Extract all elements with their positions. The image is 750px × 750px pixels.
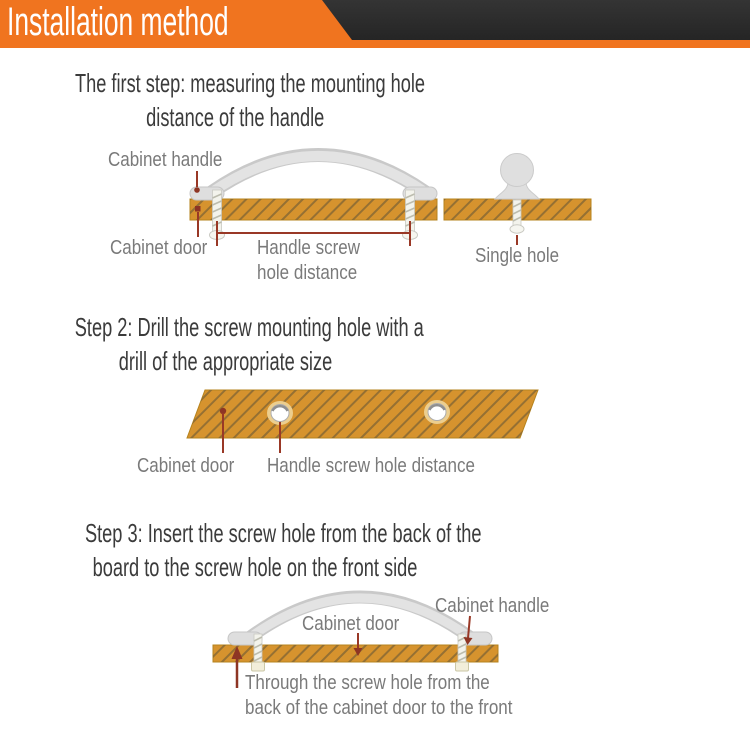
step2-label-screw-distance: Handle screw hole distance <box>267 455 475 477</box>
step1-label-cabinet-handle: Cabinet handle <box>108 149 223 171</box>
step1-diagram <box>190 154 591 247</box>
step3-title-line2: board to the screw hole on the front side <box>92 552 418 582</box>
cabinet-handle-pointer <box>194 171 200 193</box>
step1-label-screw-distance-line1: Handle screw <box>257 237 360 259</box>
step2-title-line1: Step 2: Drill the screw mounting hole with a <box>74 312 424 342</box>
step2-label-cabinet-door: Cabinet door <box>137 455 235 477</box>
step3-title-line1: Step 3: Insert the screw hole from the back of the <box>84 518 482 548</box>
step3-title <box>0 516 510 584</box>
page-title: Installation method <box>7 0 229 44</box>
step2-title-line2: drill of the appropriate size <box>118 346 332 376</box>
step1-label-cabinet-door: Cabinet door <box>110 237 208 259</box>
step1-label-single-hole: Single hole <box>475 245 560 267</box>
step1-handle-icon <box>190 155 437 200</box>
step3-label-cabinet-handle: Cabinet handle <box>435 595 550 617</box>
step3-label-through-line1: Through the screw hole from the <box>245 672 490 694</box>
step2-diagram <box>187 390 538 453</box>
step1-title-line1: The first step: measuring the mounting hole <box>75 68 426 98</box>
step1-knob-icon <box>495 154 539 200</box>
step1-label-screw-distance-line2: hole distance <box>257 262 358 284</box>
step3-label-cabinet-door: Cabinet door <box>302 613 400 635</box>
step1-cabinet-door-board <box>190 199 591 220</box>
step2-cabinet-door-board <box>187 390 538 438</box>
drilled-hole <box>424 400 450 424</box>
step3-label-through-line2: back of the cabinet door to the front <box>245 697 513 719</box>
step1-title <box>0 66 470 134</box>
cabinet-door-pointer <box>195 206 201 237</box>
drilled-hole <box>267 401 293 425</box>
step2-title <box>0 310 450 378</box>
step1-title-line2: distance of the handle <box>145 102 325 132</box>
